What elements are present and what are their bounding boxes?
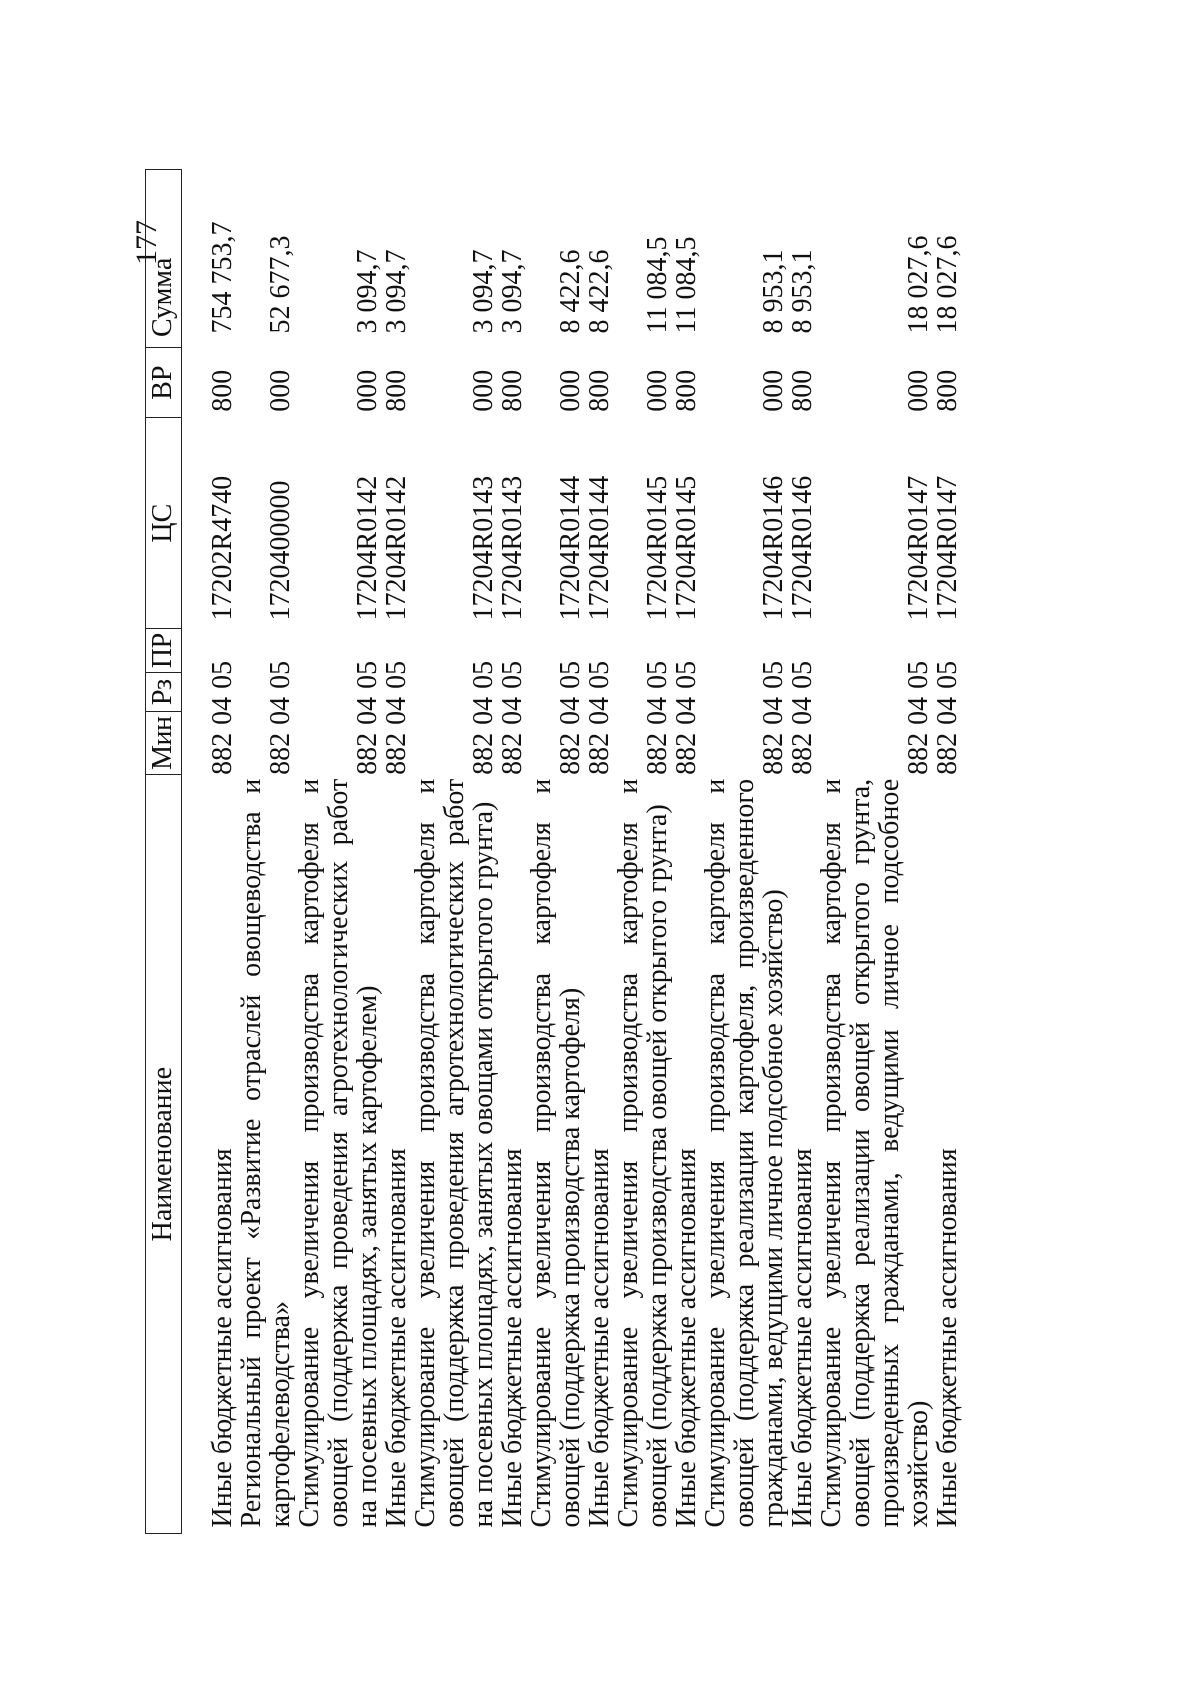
header-rz: Рз	[146, 673, 182, 712]
row-codes: 882 04 05	[903, 660, 934, 775]
row-sum: 3 094,7	[381, 249, 412, 334]
table-row	[411, 170, 498, 1534]
row-sum: 754 753,7	[207, 221, 238, 334]
row-cs: 17204R0142	[381, 475, 412, 621]
budget-table	[145, 169, 962, 1534]
row-sum: 8 953,1	[758, 249, 789, 334]
row-codes: 882 04 05	[555, 660, 586, 775]
row-codes: 882 04 05	[787, 660, 818, 775]
table-row	[701, 170, 788, 1534]
header-pr: ПР	[146, 628, 182, 672]
row-vr: 800	[787, 369, 818, 412]
row-vr: 000	[903, 369, 934, 412]
row-name: Иные бюджетные ассигнования	[207, 1148, 238, 1528]
row-sum: 11 084,5	[642, 236, 673, 334]
row-name: Стимулирование увеличения производства картофеля и овощей (поддержка проведения агротехнологических работ на посевных площадях, занятых картофелем)	[294, 778, 383, 1528]
table-row	[527, 170, 585, 1534]
table-row	[672, 170, 701, 1534]
header-vr: ВР	[146, 348, 182, 418]
row-cs: 17204R0147	[903, 475, 934, 621]
table-row	[498, 170, 527, 1534]
row-sum: 8 953,1	[787, 249, 818, 334]
row-codes: 882 04 05	[352, 660, 383, 775]
row-cs: 1720400000	[265, 480, 296, 621]
header-min: Мин	[146, 712, 182, 775]
table-row	[788, 170, 817, 1534]
row-name: Региональный проект «Развитие отраслей овощеводства и картофелеводства»	[236, 778, 296, 1528]
row-vr: 000	[352, 369, 383, 412]
row-name: Стимулирование увеличения производства картофеля и овощей (поддержка реализации овощей открытого грунта, произведенных гражданами, ведущими личное подсобное хозяйство)	[816, 778, 934, 1528]
row-sum: 18 027,6	[903, 235, 934, 334]
table-row	[585, 170, 614, 1534]
row-sum: 52 677,3	[265, 235, 296, 334]
row-name: Стимулирование увеличения производства картофеля и овощей (поддержка производства картофеля)	[526, 778, 586, 1528]
row-sum: 3 094,7	[497, 249, 528, 334]
row-codes: 882 04 05	[265, 660, 296, 775]
row-cs: 17204R0144	[555, 475, 586, 621]
row-codes: 882 04 05	[642, 660, 673, 775]
row-cs: 17204R0146	[787, 475, 818, 621]
row-cs: 17204R0147	[932, 475, 963, 621]
row-vr: 800	[497, 369, 528, 412]
row-cs: 17204R0145	[671, 475, 702, 621]
row-codes: 882 04 05	[468, 660, 499, 775]
row-name: Иные бюджетные ассигнования	[932, 1148, 963, 1528]
table-header-row	[146, 170, 182, 1534]
table-row	[237, 170, 295, 1534]
row-codes: 882 04 05	[758, 660, 789, 775]
row-name: Иные бюджетные ассигнования	[584, 1148, 615, 1528]
row-name: Иные бюджетные ассигнования	[671, 1148, 702, 1528]
row-codes: 882 04 05	[207, 660, 238, 775]
row-cs: 17204R0144	[584, 475, 615, 621]
row-name: Иные бюджетные ассигнования	[787, 1148, 818, 1528]
row-codes: 882 04 05	[497, 660, 528, 775]
row-vr: 800	[584, 369, 615, 412]
header-name: Наименование	[146, 775, 182, 1534]
row-vr: 000	[642, 369, 673, 412]
row-vr: 000	[265, 369, 296, 412]
row-vr: 800	[932, 369, 963, 412]
row-codes: 882 04 05	[671, 660, 702, 775]
table-row	[382, 170, 411, 1534]
table-row	[933, 170, 962, 1534]
row-vr: 800	[671, 369, 702, 412]
row-vr: 800	[381, 369, 412, 412]
row-sum: 3 094,7	[468, 249, 499, 334]
row-name: Иные бюджетные ассигнования	[497, 1148, 528, 1528]
row-cs: 17204R0145	[642, 475, 673, 621]
table-body	[182, 170, 963, 1534]
row-vr: 000	[555, 369, 586, 412]
row-vr: 800	[207, 369, 238, 412]
row-codes: 882 04 05	[932, 660, 963, 775]
table-row	[182, 170, 238, 1534]
row-sum: 8 422,6	[584, 249, 615, 334]
table-row	[614, 170, 672, 1534]
row-name: Стимулирование увеличения производства картофеля и овощей (поддержка проведения агротехнологических работ на посевных площадях, занятых овощами открытого грунта)	[410, 778, 499, 1528]
table-row	[817, 170, 933, 1534]
row-name: Стимулирование увеличения производства картофеля и овощей (поддержка производства овощей открытого грунта)	[613, 778, 673, 1528]
row-sum: 11 084,5	[671, 236, 702, 334]
row-cs: 17202R4740	[207, 475, 238, 621]
header-cs: ЦС	[146, 418, 182, 629]
table-row	[295, 170, 382, 1534]
row-name: Стимулирование увеличения производства картофеля и овощей (поддержка реализации картофеля, произведенного гражданами, ведущими личное подсобное хозяйство)	[700, 778, 789, 1528]
row-cs: 17204R0142	[352, 475, 383, 621]
row-cs: 17204R0143	[497, 475, 528, 621]
row-vr: 000	[758, 369, 789, 412]
row-codes: 882 04 05	[584, 660, 615, 775]
row-codes: 882 04 05	[381, 660, 412, 775]
row-name: Иные бюджетные ассигнования	[381, 1148, 412, 1528]
row-sum: 8 422,6	[555, 249, 586, 334]
row-sum: 18 027,6	[932, 235, 963, 334]
header-sum: Сумма	[146, 170, 182, 348]
row-vr: 000	[468, 369, 499, 412]
row-sum: 3 094,7	[352, 249, 383, 334]
row-cs: 17204R0143	[468, 475, 499, 621]
row-cs: 17204R0146	[758, 475, 789, 621]
page-number: 177	[130, 220, 163, 265]
